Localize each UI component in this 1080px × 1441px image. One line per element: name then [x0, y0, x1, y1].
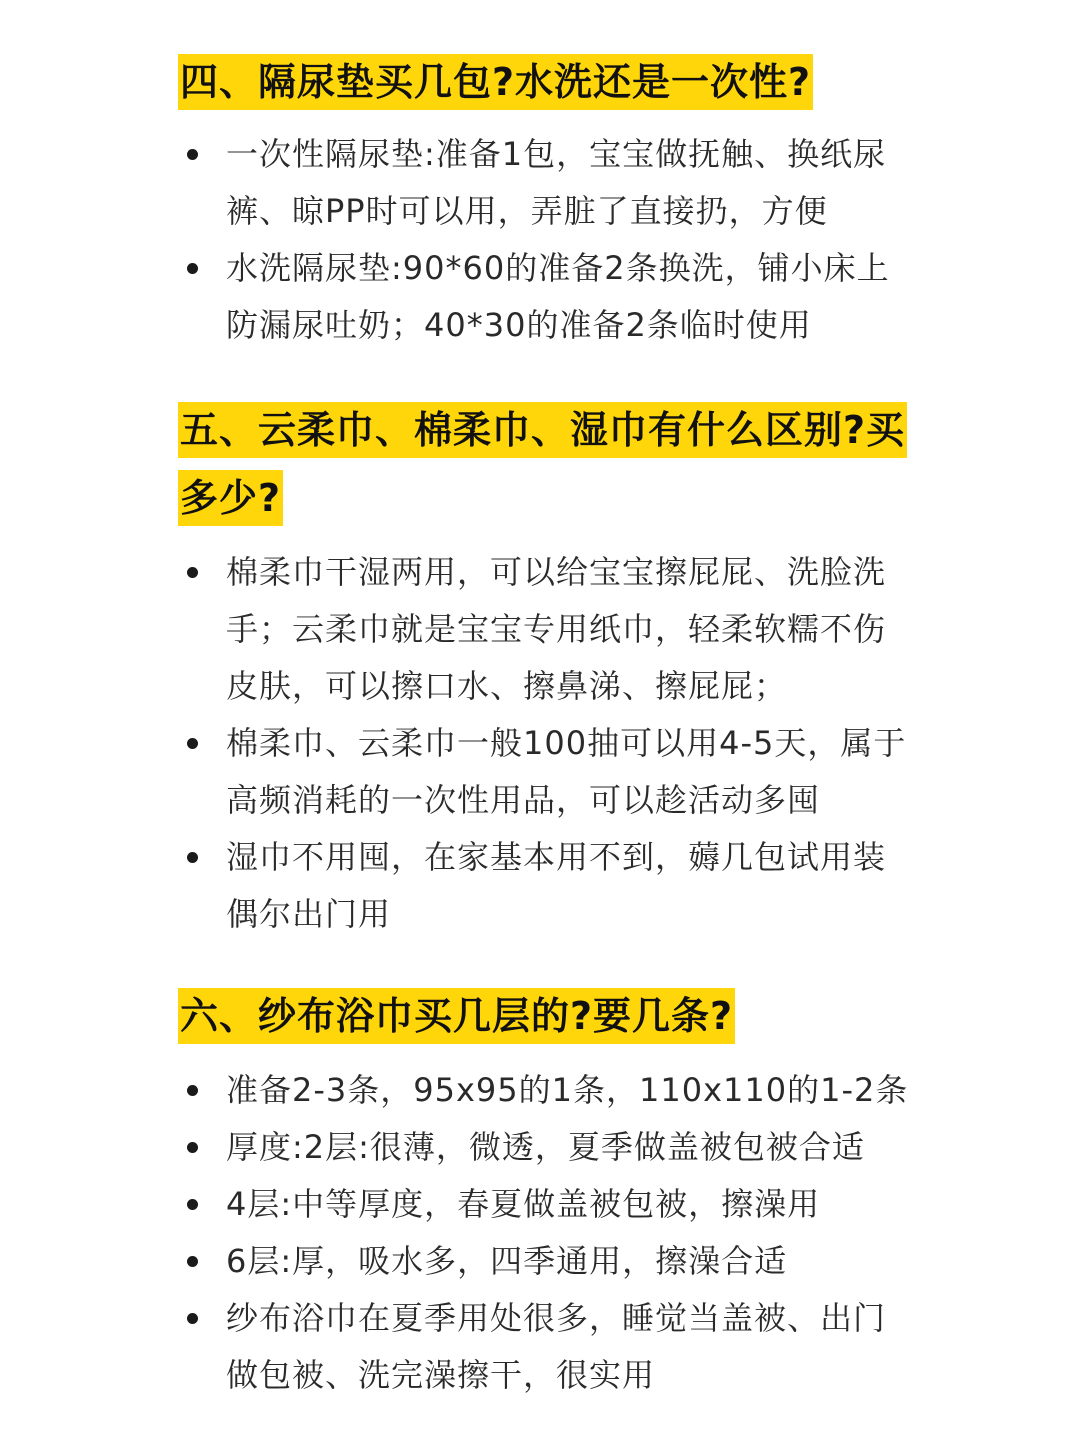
list-item [178, 126, 918, 240]
section-diaper-pads [178, 48, 918, 354]
list-item [178, 1062, 918, 1119]
section-heading [178, 982, 918, 1050]
list-item [178, 1290, 918, 1404]
bullet-dot-icon [187, 1085, 198, 1096]
bullet-dot-icon [187, 1199, 198, 1210]
bullet-dot-icon [187, 1142, 198, 1153]
list-item [178, 240, 918, 354]
list-item-text: 一次性隔尿垫:准备1包，宝宝做抚触、换纸尿裤、晾PP时可以用，弄脏了直接扔，方便 [226, 135, 887, 230]
section-heading [178, 48, 918, 116]
section-gauze-towels [178, 982, 918, 1404]
bullet-dot-icon [187, 263, 198, 274]
list-item [178, 544, 918, 715]
section-heading [178, 396, 918, 532]
highlighted-heading-text: 四、隔尿垫买几包?水洗还是一次性? [178, 54, 813, 110]
list-item-text: 6层:厚，吸水多，四季通用，擦澡合适 [226, 1242, 788, 1280]
list-item-text: 湿巾不用囤，在家基本用不到，薅几包试用装偶尔出门用 [226, 838, 887, 933]
highlighted-heading-text: 六、纱布浴巾买几层的?要几条? [178, 988, 735, 1044]
list-item [178, 1176, 918, 1233]
bullet-dot-icon [187, 149, 198, 160]
bullet-dot-icon [187, 738, 198, 749]
bullet-dot-icon [187, 1313, 198, 1324]
section-tissues-wipes [178, 396, 918, 943]
bullet-dot-icon [187, 567, 198, 578]
bullet-list [178, 544, 918, 943]
bullet-list [178, 1062, 918, 1404]
list-item [178, 829, 918, 943]
list-item-text: 棉柔巾干湿两用，可以给宝宝擦屁屁、洗脸洗手；云柔巾就是宝宝专用纸巾，轻柔软糯不伤皮肤，可以擦口水、擦鼻涕、擦屁屁； [226, 553, 887, 705]
list-item [178, 1119, 918, 1176]
bullet-dot-icon [187, 852, 198, 863]
list-item-text: 棉柔巾、云柔巾一般100抽可以用4-5天，属于高频消耗的一次性用品，可以趁活动多囤 [226, 724, 907, 819]
list-item-text: 水洗隔尿垫:90*60的准备2条换洗，铺小床上防漏尿吐奶；40*30的准备2条临时使用 [226, 249, 890, 344]
list-item-text: 4层:中等厚度，春夏做盖被包被，擦澡用 [226, 1185, 821, 1223]
list-item-text: 准备2-3条，95x95的1条，110x110的1-2条 [226, 1071, 909, 1109]
list-item [178, 715, 918, 829]
highlighted-heading-text: 五、云柔巾、棉柔巾、湿巾有什么区别?买多少? [178, 402, 907, 526]
bullet-list [178, 126, 918, 354]
list-item-text: 厚度:2层:很薄，微透，夏季做盖被包被合适 [226, 1128, 865, 1166]
list-item [178, 1233, 918, 1290]
bullet-dot-icon [187, 1256, 198, 1267]
list-item-text: 纱布浴巾在夏季用处很多，睡觉当盖被、出门做包被、洗完澡擦干，很实用 [226, 1299, 887, 1394]
